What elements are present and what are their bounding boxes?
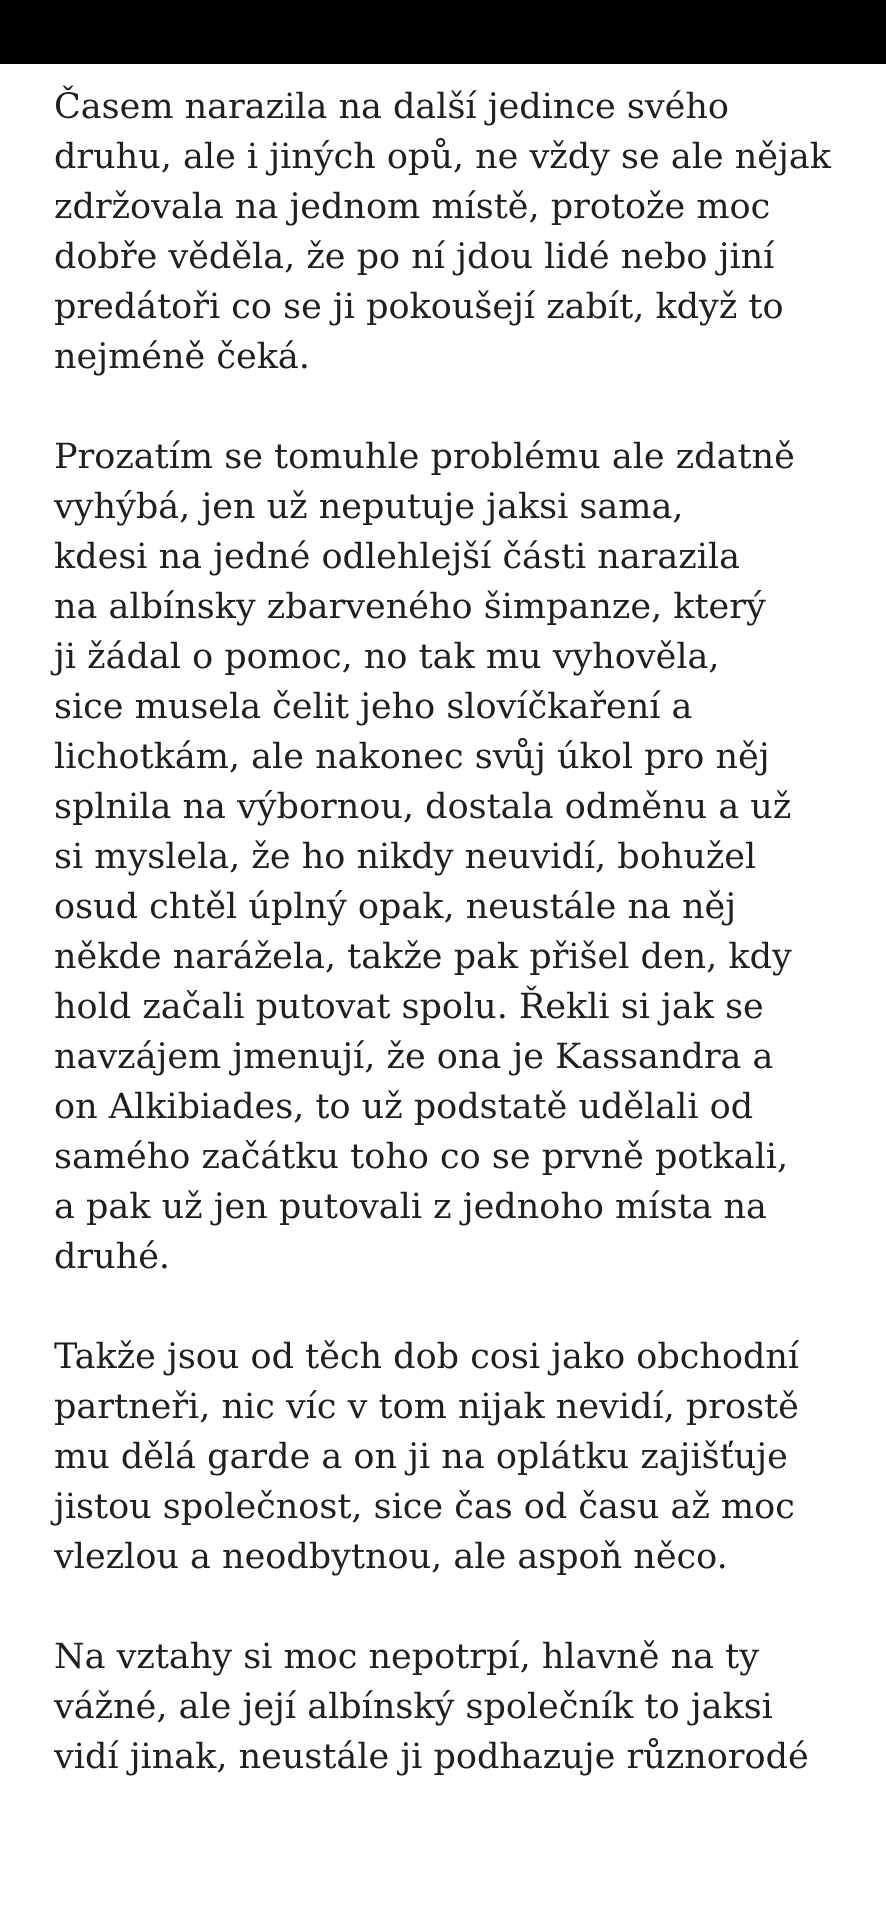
text-line: lichotkám, ale nakonec svůj úkol pro něj [54, 737, 770, 777]
text-line: partneři, nic víc v tom nijak nevidí, prostě [54, 1387, 799, 1427]
text-line: zdržovala na jednom místě, protože moc [54, 187, 771, 227]
text-line: si myslela, že ho nikdy neuvidí, bohužel [54, 837, 757, 877]
text-line: Na vztahy si moc nepotrpí, hlavně na ty [54, 1637, 759, 1677]
text-line: vyhýbá, jen už neputuje jaksi sama, [54, 487, 684, 527]
text-line: osud chtěl úplný opak, neustále na něj [54, 887, 737, 927]
text-line: samého začátku toho co se prvně potkali, [54, 1137, 789, 1177]
text-line: jistou společnost, sice čas od času až moc [54, 1487, 795, 1527]
text-line: hold začali putovat spolu. Řekli si jak se [54, 987, 764, 1027]
text-line: vidí jinak, neustále ji podhazuje různorodé [54, 1737, 809, 1777]
text-line: Takže jsou od těch dob cosi jako obchodní [54, 1337, 800, 1377]
reader-text-area[interactable] [54, 82, 854, 1832]
text-line: splnila na výbornou, dostala odměnu a už [54, 787, 792, 827]
text-line: on Alkibiades, to už podstatě udělali od [54, 1087, 754, 1127]
status-bar [0, 0, 886, 64]
paragraph-3 [54, 1332, 854, 1582]
text-line: Časem narazila na další jedince svého [54, 87, 729, 127]
text-line: ji žádal o pomoc, no tak mu vyhověla, [54, 637, 720, 677]
text-line: navzájem jmenují, že ona je Kassandra a [54, 1037, 774, 1077]
text-line: mu dělá garde a on ji na oplátku zajišťuje [54, 1437, 788, 1477]
paragraph-2 [54, 432, 854, 1282]
text-line: Prozatím se tomuhle problému ale zdatně [54, 437, 795, 477]
paragraph-4 [54, 1632, 854, 1782]
text-line: dobře věděla, že po ní jdou lidé nebo jiní [54, 237, 775, 277]
text-line: nejméně čeká. [54, 337, 310, 377]
text-line: sice musela čelit jeho slovíčkaření a [54, 687, 693, 727]
text-line: vážné, ale její albínský společník to jaksi [54, 1687, 773, 1727]
text-line: na albínsky zbarveného šimpanze, který [54, 587, 766, 627]
text-line: vlezlou a neodbytnou, ale aspoň něco. [54, 1537, 728, 1577]
text-line: druhé. [54, 1237, 171, 1277]
text-line: kdesi na jedné odlehlejší části narazila [54, 537, 740, 577]
text-line: druhu, ale i jiných opů, ne vždy se ale nějak [54, 137, 831, 177]
paragraph-1 [54, 82, 854, 382]
text-line: někde narážela, takže pak přišel den, kdy [54, 937, 792, 977]
text-line: a pak už jen putovali z jednoho místa na [54, 1187, 767, 1227]
text-line: predátoři co se ji pokoušejí zabít, když to [54, 287, 784, 327]
